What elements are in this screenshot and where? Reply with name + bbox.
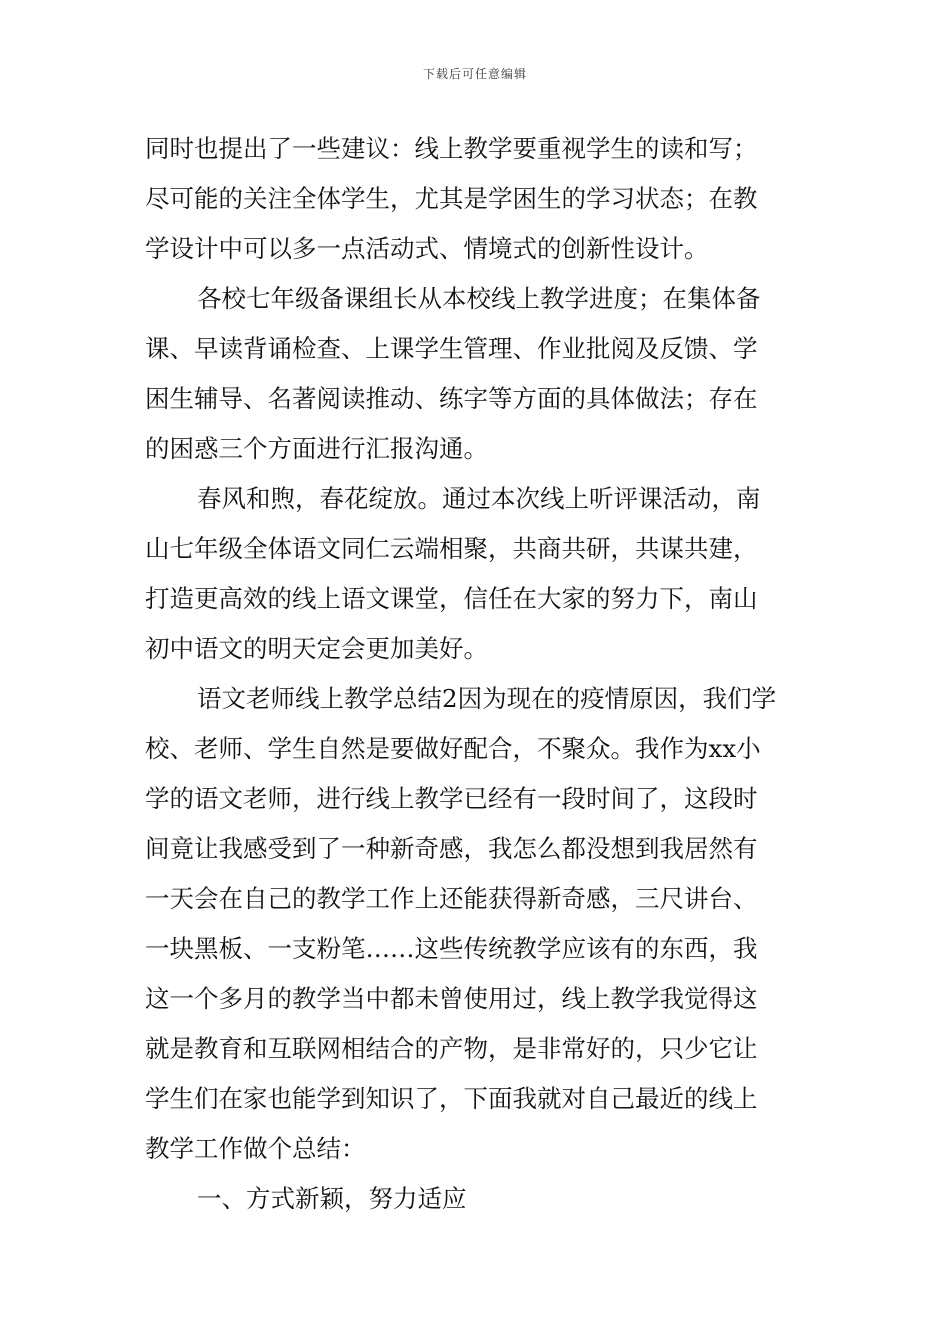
text-line: 一块黑板、一支粉笔……这些传统教学应该有的东西，我 (145, 934, 758, 963)
paragraph-first-line: 语文老师线上教学总结2因为现在的疫情原因，我们学 (197, 684, 777, 713)
text-line: 间竟让我感受到了一种新奇感，我怎么都没想到我居然有 (145, 834, 758, 863)
document-body (145, 124, 810, 1224)
text-line: 初中语文的明天定会更加美好。 (145, 634, 488, 663)
paragraph-first-line: 各校七年级备课组长从本校线上教学进度；在集体备 (197, 284, 761, 313)
text-line: 一天会在自己的教学工作上还能获得新奇感，三尺讲台、 (145, 884, 758, 913)
page-header-note: 下载后可任意编辑 (422, 67, 527, 81)
text-line: 学生们在家也能学到知识了，下面我就对自己最近的线上 (145, 1084, 758, 1113)
text-line: 就是教育和互联网相结合的产物，是非常好的，只少它让 (145, 1034, 758, 1063)
paragraph-first-line: 春风和煦，春花绽放。通过本次线上听评课活动，南 (197, 484, 761, 513)
text-line: 尽可能的关注全体学生，尤其是学困生的学习状态；在教 (145, 184, 758, 213)
text-line: 校、老师、学生自然是要做好配合，不聚众。我作为xx小 (145, 734, 761, 763)
text-line: 教学工作做个总结： (145, 1134, 366, 1163)
text-line: 同时也提出了一些建议：线上教学要重视学生的读和写； (145, 134, 758, 163)
text-line: 学的语文老师，进行线上教学已经有一段时间了，这段时 (145, 784, 758, 813)
text-line: 困生辅导、名著阅读推动、练字等方面的具体做法；存在 (145, 384, 758, 413)
section-heading: 一、方式新颖，努力适应 (197, 1184, 467, 1213)
text-line: 学设计中可以多一点活动式、情境式的创新性设计。 (145, 234, 709, 263)
text-line: 打造更高效的线上语文课堂，信任在大家的努力下，南山 (145, 584, 758, 613)
text-line: 山七年级全体语文同仁云端相聚，共商共研，共谋共建， (145, 534, 758, 563)
text-line: 这一个多月的教学当中都未曾使用过，线上教学我觉得这 (145, 984, 758, 1013)
text-line: 的困惑三个方面进行汇报沟通。 (145, 434, 488, 463)
text-line: 课、早读背诵检查、上课学生管理、作业批阅及反馈、学 (145, 334, 758, 363)
